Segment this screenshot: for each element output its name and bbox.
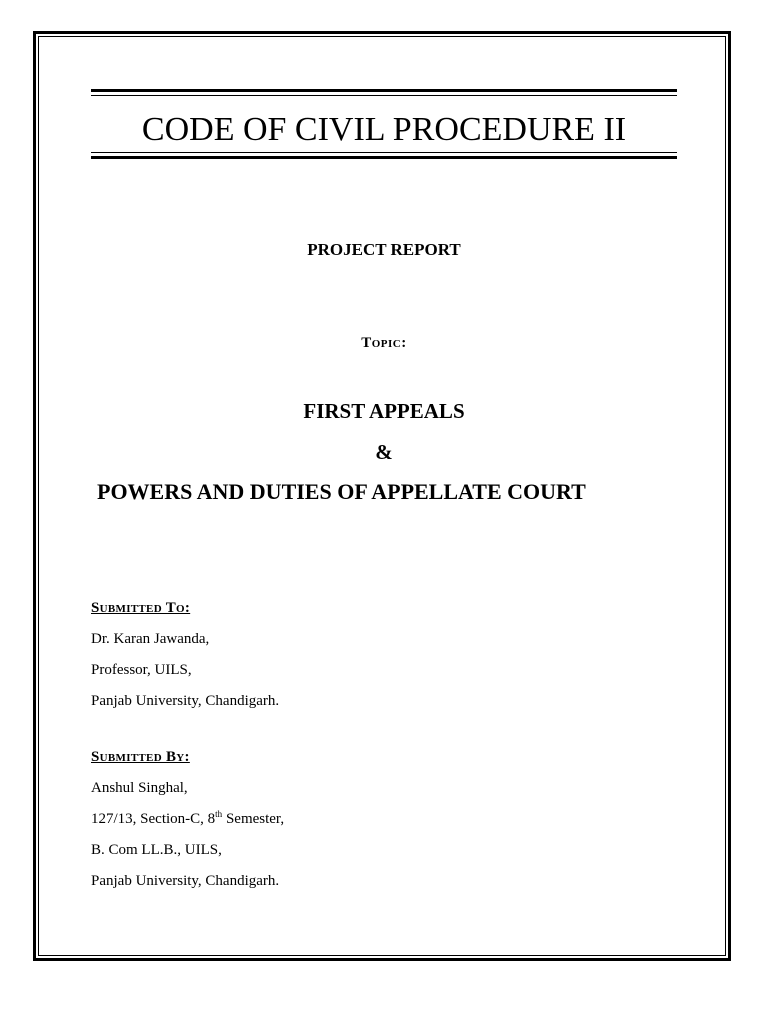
title-rule-bottom (91, 152, 677, 159)
roll-superscript: th (215, 809, 223, 819)
roll-suffix: Semester, (222, 811, 285, 827)
topic-line-1: FIRST APPEALS (303, 399, 465, 423)
submitted-to-block (91, 593, 651, 717)
roll-prefix: 127/13, Section-C, 8 (91, 811, 216, 827)
submitted-to-name: Dr. Karan Jawanda, (91, 631, 210, 647)
topic-ampersand: & (375, 440, 393, 464)
report-type: PROJECT REPORT (307, 240, 461, 259)
submitted-to-university: Panjab University, Chandigarh. (91, 693, 280, 709)
submitted-to-designation: Professor, UILS, (91, 662, 192, 678)
submitted-by-name: Anshul Singhal, (91, 780, 188, 796)
submitted-by-heading: Submitted By: (91, 749, 190, 765)
submitted-to-heading: Submitted To: (91, 600, 191, 616)
submitted-by-roll (91, 804, 651, 835)
topic-label: Topic: (361, 335, 407, 351)
title-rule-top (91, 89, 677, 96)
document-title: CODE OF CIVIL PROCEDURE II (141, 111, 627, 148)
submitted-by-block (91, 742, 651, 897)
topic-line-2: POWERS AND DUTIES OF APPELLATE COURT (97, 479, 586, 504)
submitted-by-university: Panjab University, Chandigarh. (91, 873, 280, 889)
submitted-by-course: B. Com LL.B., UILS, (91, 842, 222, 858)
